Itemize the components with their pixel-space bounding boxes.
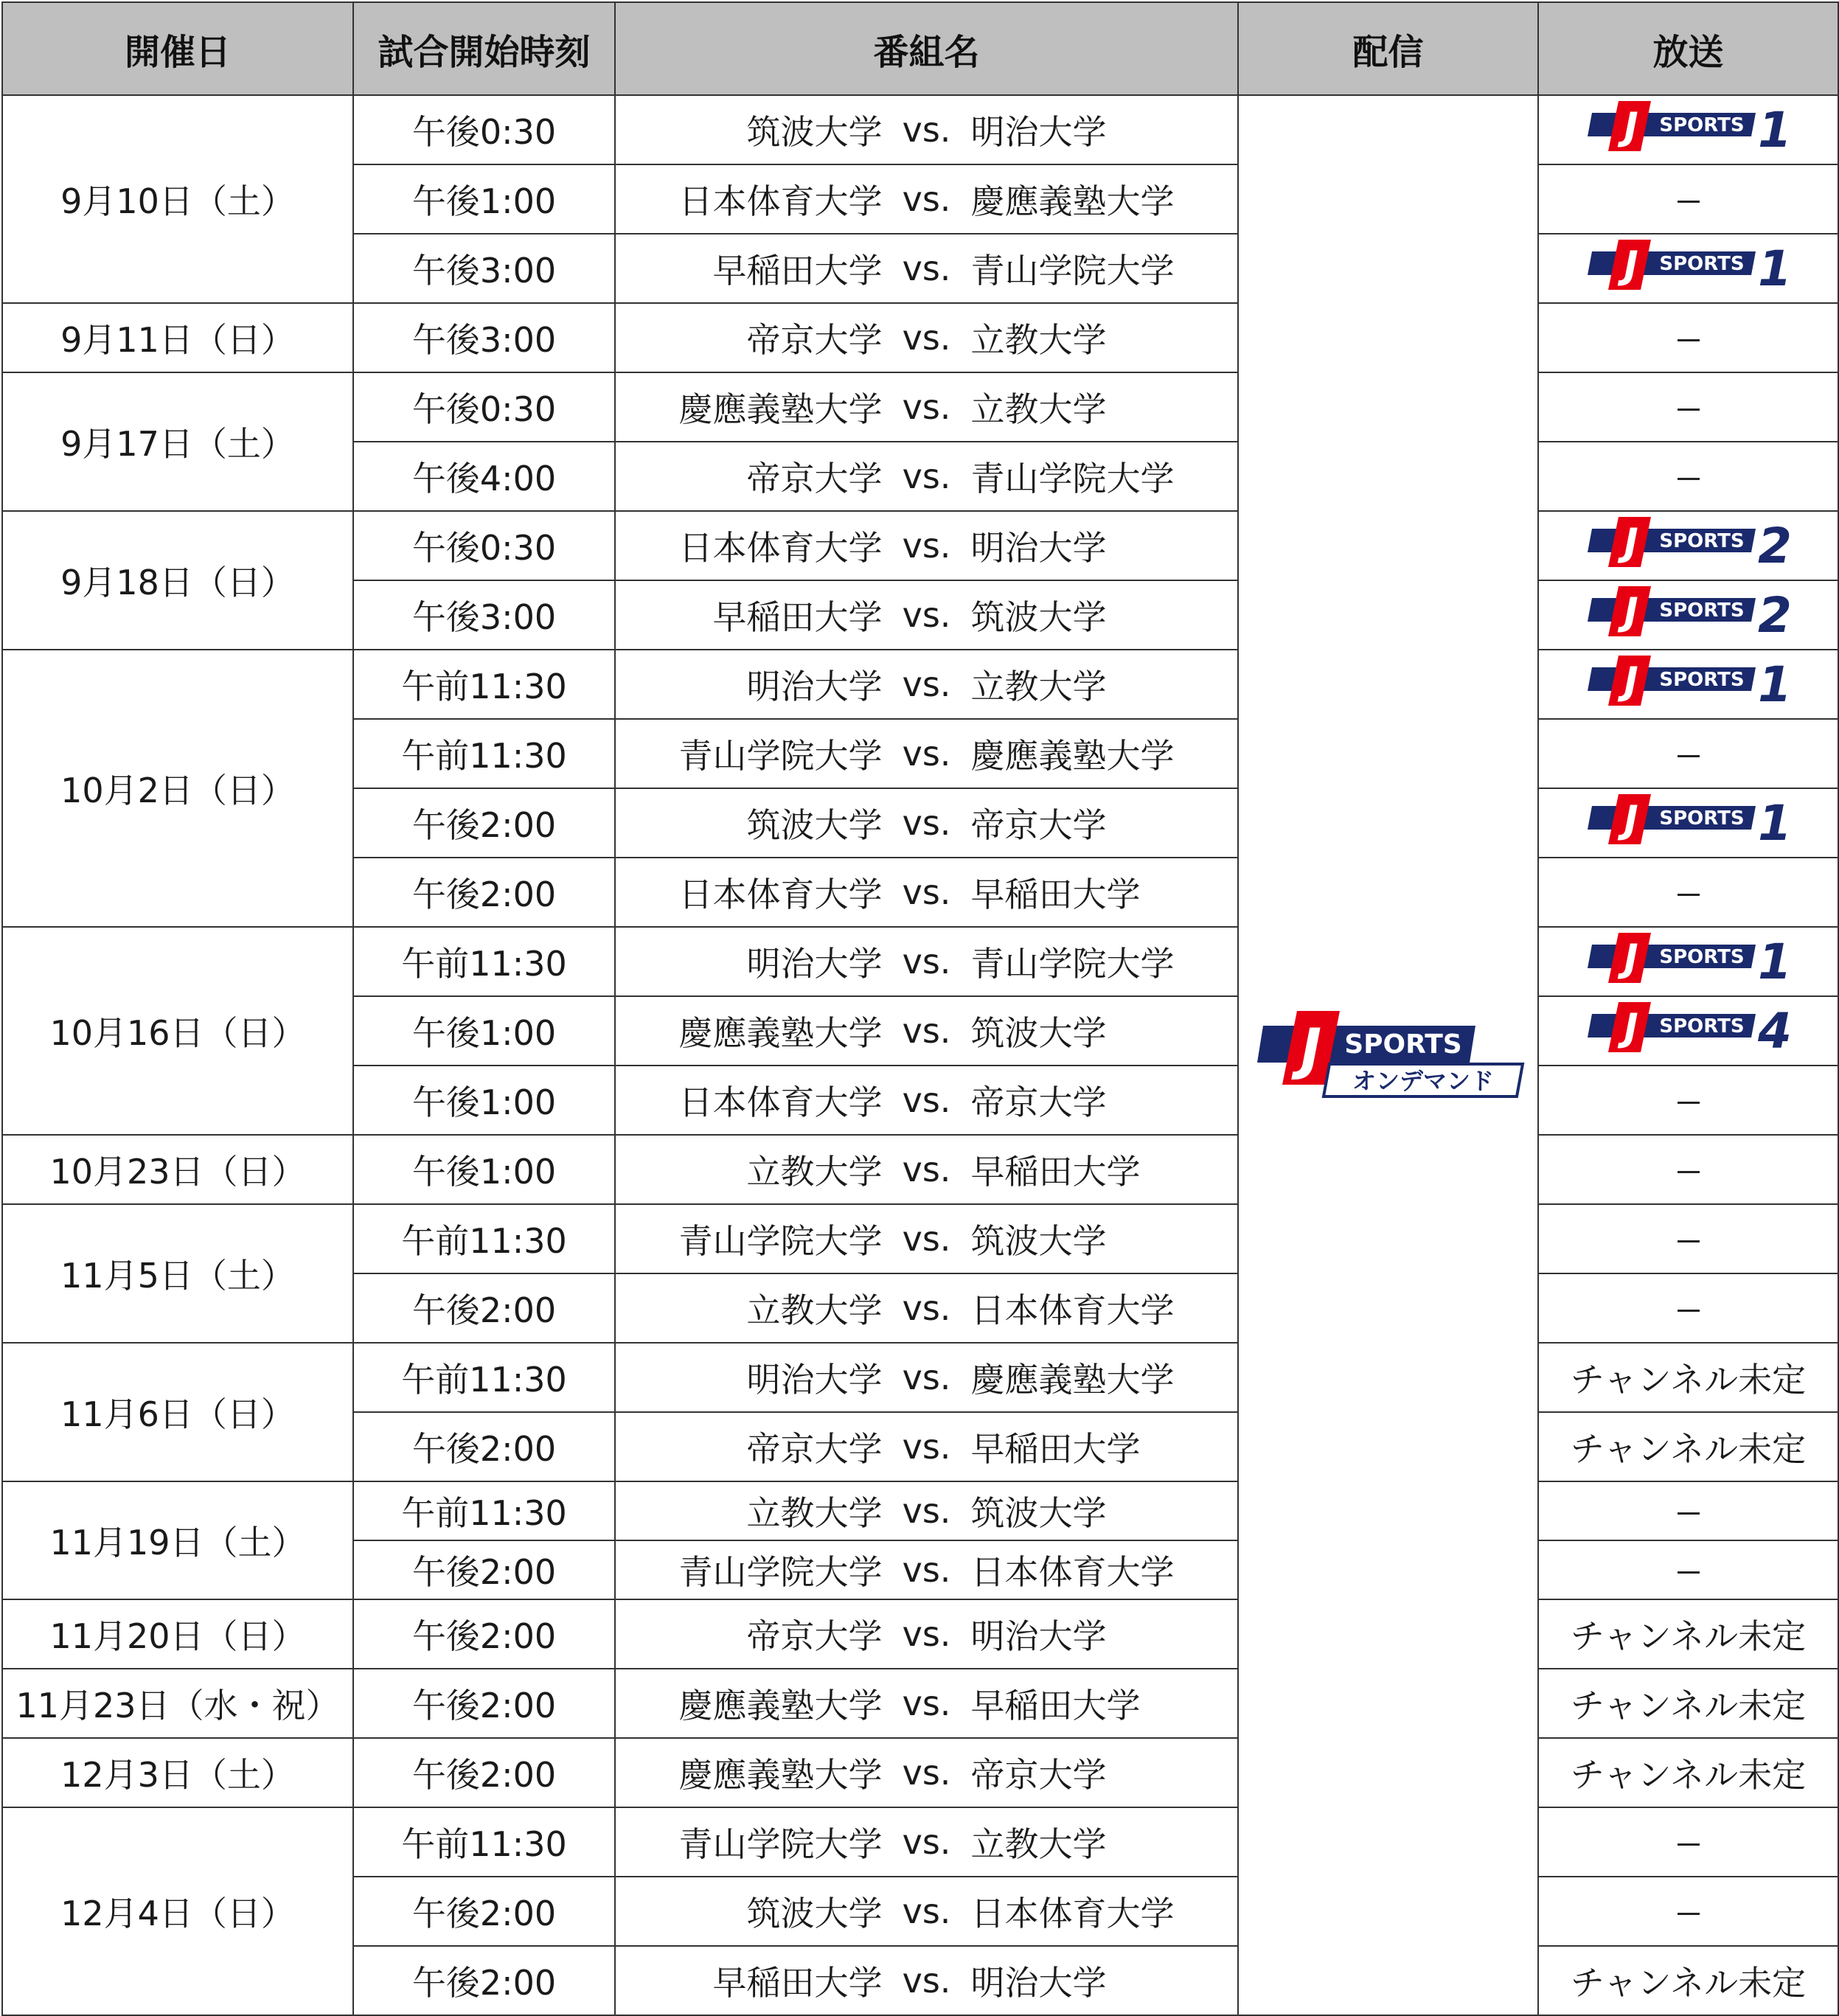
- logo-channel-number: 1: [1757, 794, 1792, 847]
- time-cell: 午後2:00: [353, 1273, 615, 1343]
- vs-label: vs.: [902, 1961, 951, 2001]
- logo-brand: SPORTS: [1658, 807, 1745, 830]
- time-cell: 午後2:00: [353, 1738, 615, 1807]
- broadcast-cell: [1538, 1669, 1838, 1738]
- program-cell: [615, 234, 1238, 303]
- home-team: 帝京大学: [746, 1429, 883, 1469]
- match-label: [616, 660, 1237, 709]
- broadcast-cell: [1538, 1273, 1838, 1343]
- jsports-channel-2-logo-icon: [1582, 514, 1795, 570]
- jsports-2-logo-icon: [1582, 583, 1795, 647]
- date-cell: 10月23日（日）: [2, 1135, 353, 1204]
- no-broadcast-dash: [1678, 1171, 1700, 1173]
- table-row: [2, 1738, 1838, 1807]
- jsports-channel-1-logo-icon: [1582, 653, 1795, 709]
- match-label: [616, 1284, 1237, 1332]
- logo-letter: J: [1623, 243, 1638, 288]
- match-label: [616, 1748, 1237, 1797]
- home-team: 立教大学: [746, 1493, 883, 1533]
- channel-tbd-label: チャンネル未定: [1570, 1429, 1807, 1469]
- logo-channel-number: 1: [1757, 101, 1792, 154]
- header-row: [2, 2, 1838, 95]
- match-label: [616, 937, 1237, 986]
- away-team: 明治大学: [970, 1616, 1107, 1656]
- program-cell: [615, 1738, 1238, 1807]
- program-cell: [615, 442, 1238, 511]
- no-broadcast-dash: [1678, 1571, 1700, 1574]
- time-cell: 午後2:00: [353, 1599, 615, 1669]
- broadcast-cell: [1538, 372, 1838, 442]
- match-label: [616, 313, 1237, 362]
- time-cell: 午後3:00: [353, 580, 615, 650]
- broadcast-cell: [1538, 719, 1838, 788]
- time-cell: 午後2:00: [353, 788, 615, 858]
- program-cell: [615, 788, 1238, 858]
- away-team: 青山学院大学: [970, 944, 1175, 984]
- program-cell: [615, 1599, 1238, 1669]
- table-row: [2, 1204, 1838, 1273]
- vs-label: vs.: [902, 110, 951, 150]
- vs-label: vs.: [902, 1614, 951, 1654]
- broadcast-cell: [1538, 927, 1838, 996]
- home-team: 帝京大学: [746, 1616, 883, 1656]
- schedule-body: [2, 95, 1838, 2015]
- jsports-ondemand-logo-icon: [1248, 1004, 1529, 1108]
- broadcast-cell: [1538, 788, 1838, 858]
- no-broadcast-dash: [1678, 1102, 1700, 1104]
- program-cell: [615, 1273, 1238, 1343]
- table-row: [2, 1807, 1838, 1877]
- match-label: [616, 1546, 1237, 1594]
- broadcast-schedule-table: [1, 1, 1839, 2016]
- jsports-1-logo-icon: [1582, 98, 1795, 162]
- jsports-channel-1-logo-icon: [1582, 237, 1795, 293]
- home-team: 帝京大学: [746, 320, 883, 360]
- match-label: [616, 1818, 1237, 1866]
- logo-channel-number: 1: [1757, 240, 1792, 293]
- home-team: 立教大学: [746, 1152, 883, 1192]
- no-broadcast-dash: [1678, 409, 1700, 411]
- home-team: 早稲田大学: [712, 251, 883, 291]
- away-team: 日本体育大学: [970, 1552, 1175, 1592]
- jsports-channel-4-logo-icon: [1582, 999, 1795, 1055]
- vs-label: vs.: [902, 526, 951, 566]
- away-team: 早稲田大学: [970, 1152, 1141, 1192]
- away-team: 筑波大学: [970, 1221, 1107, 1261]
- no-broadcast-dash: [1678, 1512, 1700, 1515]
- home-team: 筑波大学: [746, 1894, 883, 1933]
- vs-label: vs.: [902, 1358, 951, 1397]
- vs-label: vs.: [902, 318, 951, 358]
- vs-label: vs.: [902, 1011, 951, 1051]
- home-team: 日本体育大学: [678, 1082, 883, 1122]
- match-label: [616, 591, 1237, 639]
- time-cell: 午後4:00: [353, 442, 615, 511]
- time-cell: 午後2:00: [353, 858, 615, 927]
- broadcast-cell: [1538, 1540, 1838, 1599]
- away-team: 日本体育大学: [970, 1290, 1175, 1330]
- channel-tbd-label: チャンネル未定: [1570, 1616, 1807, 1656]
- time-cell: 午後1:00: [353, 1066, 615, 1135]
- away-team: 立教大学: [970, 389, 1107, 429]
- program-cell: [615, 1343, 1238, 1412]
- channel-tbd-label: チャンネル未定: [1570, 1686, 1807, 1725]
- program-cell: [615, 303, 1238, 372]
- logo-channel-number: 2: [1757, 586, 1792, 639]
- table-row: [2, 1599, 1838, 1669]
- time-cell: 午後1:00: [353, 996, 615, 1066]
- vs-label: vs.: [902, 734, 951, 774]
- home-team: 青山学院大学: [678, 1552, 883, 1592]
- away-team: 筑波大学: [970, 597, 1107, 637]
- time-cell: 午後1:00: [353, 1135, 615, 1204]
- header-stream: 配信: [1238, 2, 1538, 95]
- broadcast-cell: [1538, 303, 1838, 372]
- program-cell: [615, 650, 1238, 719]
- vs-label: vs.: [902, 1427, 951, 1467]
- home-team: 立教大学: [746, 1290, 883, 1330]
- home-team: 慶應義塾大学: [678, 1755, 883, 1795]
- home-team: 明治大学: [746, 944, 883, 984]
- program-cell: [615, 1540, 1238, 1599]
- ondemand-brand: SPORTS: [1343, 1029, 1462, 1060]
- away-team: 日本体育大学: [970, 1894, 1175, 1933]
- logo-letter: J: [1623, 520, 1638, 565]
- away-team: 帝京大学: [970, 1082, 1107, 1122]
- table-row: [2, 927, 1838, 996]
- program-cell: [615, 1877, 1238, 1946]
- program-cell: [615, 858, 1238, 927]
- date-cell: 11月20日（日）: [2, 1599, 353, 1669]
- header-time: 試合開始時刻: [353, 2, 615, 95]
- logo-letter: J: [1623, 658, 1638, 703]
- table-row: [2, 511, 1838, 580]
- time-cell: 午後2:00: [353, 1412, 615, 1481]
- jsports-1-logo-icon: [1582, 653, 1795, 717]
- date-cell: 9月11日（日）: [2, 303, 353, 372]
- match-label: [616, 1956, 1237, 2005]
- channel-tbd-label: チャンネル未定: [1570, 1755, 1807, 1795]
- time-cell: 午前11:30: [353, 1481, 615, 1540]
- header-broadcast: 放送: [1538, 2, 1838, 95]
- vs-label: vs.: [902, 456, 951, 496]
- program-cell: [615, 164, 1238, 234]
- no-broadcast-dash: [1678, 201, 1700, 203]
- vs-label: vs.: [902, 1491, 951, 1531]
- header-program: 番組名: [615, 2, 1238, 95]
- jsports-1-logo-icon: [1582, 237, 1795, 301]
- table-row: [2, 1481, 1838, 1540]
- away-team: 青山学院大学: [970, 459, 1175, 498]
- vs-label: vs.: [902, 1219, 951, 1259]
- broadcast-cell: [1538, 234, 1838, 303]
- home-team: 日本体育大学: [678, 528, 883, 568]
- date-cell: 12月4日（日）: [2, 1807, 353, 2015]
- logo-letter: J: [1623, 104, 1638, 149]
- home-team: 早稲田大学: [712, 1963, 883, 2003]
- no-broadcast-dash: [1678, 1843, 1700, 1846]
- program-cell: [615, 1412, 1238, 1481]
- vs-label: vs.: [902, 1822, 951, 1862]
- broadcast-cell: [1538, 1946, 1838, 2015]
- table-row: [2, 303, 1838, 372]
- home-team: 筑波大学: [746, 112, 883, 152]
- ondemand-logo-svg: [1248, 1004, 1529, 1099]
- vs-label: vs.: [902, 1891, 951, 1931]
- match-label: [616, 729, 1237, 778]
- logo-letter: J: [1623, 1005, 1638, 1050]
- broadcast-cell: [1538, 858, 1838, 927]
- home-team: 帝京大学: [746, 459, 883, 498]
- jsports-1-logo-icon: [1582, 930, 1795, 994]
- program-cell: [615, 927, 1238, 996]
- jsports-channel-1-logo-icon: [1582, 930, 1795, 986]
- match-label: [616, 868, 1237, 917]
- broadcast-cell: [1538, 1204, 1838, 1273]
- stream-cell: [1238, 95, 1538, 2015]
- logo-brand: SPORTS: [1658, 252, 1745, 275]
- no-broadcast-dash: [1678, 755, 1700, 757]
- date-cell: 11月23日（水・祝）: [2, 1669, 353, 1738]
- away-team: 立教大学: [970, 667, 1107, 706]
- logo-brand: SPORTS: [1658, 668, 1745, 691]
- time-cell: 午前11:30: [353, 927, 615, 996]
- match-label: [616, 175, 1237, 223]
- broadcast-cell: [1538, 164, 1838, 234]
- no-broadcast-dash: [1678, 894, 1700, 896]
- no-broadcast-dash: [1678, 478, 1700, 480]
- broadcast-cell: [1538, 1599, 1838, 1669]
- date-cell: 9月17日（土）: [2, 372, 353, 511]
- broadcast-cell: [1538, 1738, 1838, 1807]
- time-cell: 午後2:00: [353, 1946, 615, 2015]
- away-team: 立教大学: [970, 320, 1107, 360]
- logo-channel-number: 4: [1757, 1002, 1792, 1055]
- vs-label: vs.: [902, 1080, 951, 1120]
- match-label: [616, 1145, 1237, 1194]
- time-cell: 午後3:00: [353, 303, 615, 372]
- vs-label: vs.: [902, 248, 951, 288]
- program-cell: [615, 1481, 1238, 1540]
- no-broadcast-dash: [1678, 1310, 1700, 1312]
- away-team: 早稲田大学: [970, 1686, 1141, 1725]
- jsports-4-logo-icon: [1582, 999, 1795, 1063]
- table-row: [2, 95, 1838, 164]
- broadcast-cell: [1538, 996, 1838, 1066]
- channel-tbd-label: チャンネル未定: [1570, 1360, 1807, 1400]
- match-label: [616, 521, 1237, 570]
- vs-label: vs.: [902, 595, 951, 635]
- vs-label: vs.: [902, 179, 951, 219]
- broadcast-cell: [1538, 95, 1838, 164]
- match-label: [616, 1679, 1237, 1728]
- no-broadcast-dash: [1678, 1913, 1700, 1915]
- time-cell: 午後3:00: [353, 234, 615, 303]
- vs-label: vs.: [902, 1753, 951, 1793]
- program-cell: [615, 1066, 1238, 1135]
- vs-label: vs.: [902, 803, 951, 843]
- broadcast-cell: [1538, 1807, 1838, 1877]
- jsports-1-logo-icon: [1582, 791, 1795, 855]
- logo-letter: J: [1623, 936, 1638, 981]
- away-team: 筑波大学: [970, 1493, 1107, 1533]
- logo-brand: SPORTS: [1658, 114, 1745, 136]
- program-cell: [615, 719, 1238, 788]
- time-cell: 午後0:30: [353, 95, 615, 164]
- logo-brand: SPORTS: [1658, 599, 1745, 622]
- program-cell: [615, 1946, 1238, 2015]
- broadcast-cell: [1538, 1135, 1838, 1204]
- program-cell: [615, 580, 1238, 650]
- time-cell: 午後2:00: [353, 1669, 615, 1738]
- time-cell: 午前11:30: [353, 1807, 615, 1877]
- program-cell: [615, 95, 1238, 164]
- away-team: 筑波大学: [970, 1013, 1107, 1053]
- broadcast-cell: [1538, 580, 1838, 650]
- date-cell: 10月16日（日）: [2, 927, 353, 1135]
- ondemand-letter: J: [1300, 1015, 1321, 1082]
- table-row: [2, 1669, 1838, 1738]
- time-cell: 午後2:00: [353, 1540, 615, 1599]
- time-cell: 午後0:30: [353, 372, 615, 442]
- logo-letter: J: [1623, 589, 1638, 634]
- home-team: 早稲田大学: [712, 597, 883, 637]
- vs-label: vs.: [902, 942, 951, 981]
- table-row: [2, 1135, 1838, 1204]
- program-cell: [615, 372, 1238, 442]
- away-team: 早稲田大学: [970, 875, 1141, 914]
- away-team: 立教大学: [970, 1824, 1107, 1864]
- date-cell: 11月19日（土）: [2, 1481, 353, 1599]
- program-cell: [615, 1807, 1238, 1877]
- table-row: [2, 372, 1838, 442]
- broadcast-cell: [1538, 1481, 1838, 1540]
- match-label: [616, 1487, 1237, 1535]
- away-team: 明治大学: [970, 1963, 1107, 2003]
- date-cell: 11月6日（日）: [2, 1343, 353, 1481]
- vs-label: vs.: [902, 872, 951, 912]
- away-team: 早稲田大学: [970, 1429, 1141, 1469]
- header-date: 開催日: [2, 2, 353, 95]
- match-label: [616, 1887, 1237, 1936]
- program-cell: [615, 996, 1238, 1066]
- home-team: 慶應義塾大学: [678, 1013, 883, 1053]
- home-team: 青山学院大学: [678, 1824, 883, 1864]
- match-label: [616, 1076, 1237, 1125]
- broadcast-cell: [1538, 1412, 1838, 1481]
- vs-label: vs.: [902, 1550, 951, 1590]
- time-cell: 午前11:30: [353, 1204, 615, 1273]
- logo-brand: SPORTS: [1658, 945, 1745, 968]
- match-label: [616, 244, 1237, 293]
- logo-channel-number: 1: [1757, 656, 1792, 709]
- match-label: [616, 452, 1237, 501]
- home-team: 慶應義塾大学: [678, 389, 883, 429]
- home-team: 明治大学: [746, 667, 883, 706]
- logo-brand: SPORTS: [1658, 1015, 1745, 1037]
- away-team: 明治大学: [970, 112, 1107, 152]
- table-row: [2, 650, 1838, 719]
- match-label: [616, 1214, 1237, 1263]
- match-label: [616, 1610, 1237, 1658]
- away-team: 帝京大学: [970, 805, 1107, 845]
- logo-channel-number: 1: [1757, 933, 1792, 986]
- match-label: [616, 799, 1237, 847]
- channel-tbd-label: チャンネル未定: [1570, 1963, 1807, 2003]
- jsports-2-logo-icon: [1582, 514, 1795, 578]
- away-team: 帝京大学: [970, 1755, 1107, 1795]
- logo-letter: J: [1623, 797, 1638, 842]
- match-label: [616, 383, 1237, 431]
- date-cell: 12月3日（土）: [2, 1738, 353, 1807]
- broadcast-cell: [1538, 511, 1838, 580]
- home-team: 日本体育大学: [678, 181, 883, 221]
- jsports-channel-1-logo-icon: [1582, 791, 1795, 847]
- no-broadcast-dash: [1678, 339, 1700, 341]
- date-cell: 9月10日（土）: [2, 95, 353, 303]
- program-cell: [615, 1204, 1238, 1273]
- away-team: 慶應義塾大学: [970, 736, 1175, 776]
- table-row: [2, 1343, 1838, 1412]
- home-team: 青山学院大学: [678, 736, 883, 776]
- date-cell: 11月5日（土）: [2, 1204, 353, 1343]
- away-team: 慶應義塾大学: [970, 1360, 1175, 1400]
- program-cell: [615, 1669, 1238, 1738]
- home-team: 青山学院大学: [678, 1221, 883, 1261]
- program-cell: [615, 511, 1238, 580]
- logo-brand: SPORTS: [1658, 529, 1745, 552]
- home-team: 明治大学: [746, 1360, 883, 1400]
- away-team: 明治大学: [970, 528, 1107, 568]
- match-label: [616, 1422, 1237, 1471]
- time-cell: 午後0:30: [353, 511, 615, 580]
- broadcast-cell: [1538, 442, 1838, 511]
- date-cell: 10月2日（日）: [2, 650, 353, 927]
- away-team: 青山学院大学: [970, 251, 1175, 291]
- broadcast-cell: [1538, 650, 1838, 719]
- vs-label: vs.: [902, 1683, 951, 1723]
- vs-label: vs.: [902, 387, 951, 427]
- time-cell: 午前11:30: [353, 719, 615, 788]
- vs-label: vs.: [902, 664, 951, 704]
- no-broadcast-dash: [1678, 1240, 1700, 1242]
- broadcast-cell: [1538, 1066, 1838, 1135]
- vs-label: vs.: [902, 1150, 951, 1189]
- away-team: 慶應義塾大学: [970, 181, 1175, 221]
- match-label: [616, 1007, 1237, 1055]
- broadcast-cell: [1538, 1343, 1838, 1412]
- home-team: 慶應義塾大学: [678, 1686, 883, 1725]
- match-label: [616, 1353, 1237, 1402]
- date-cell: 9月18日（日）: [2, 511, 353, 650]
- jsports-channel-1-logo-icon: [1582, 98, 1795, 154]
- time-cell: 午後1:00: [353, 164, 615, 234]
- program-cell: [615, 1135, 1238, 1204]
- home-team: 日本体育大学: [678, 875, 883, 914]
- broadcast-cell: [1538, 1877, 1838, 1946]
- time-cell: 午後2:00: [353, 1877, 615, 1946]
- time-cell: 午前11:30: [353, 650, 615, 719]
- ondemand-sub: オンデマンド: [1352, 1066, 1494, 1095]
- time-cell: 午前11:30: [353, 1343, 615, 1412]
- match-label: [616, 105, 1237, 154]
- logo-channel-number: 2: [1757, 517, 1792, 570]
- home-team: 筑波大学: [746, 805, 883, 845]
- jsports-channel-2-logo-icon: [1582, 583, 1795, 639]
- vs-label: vs.: [902, 1288, 951, 1328]
